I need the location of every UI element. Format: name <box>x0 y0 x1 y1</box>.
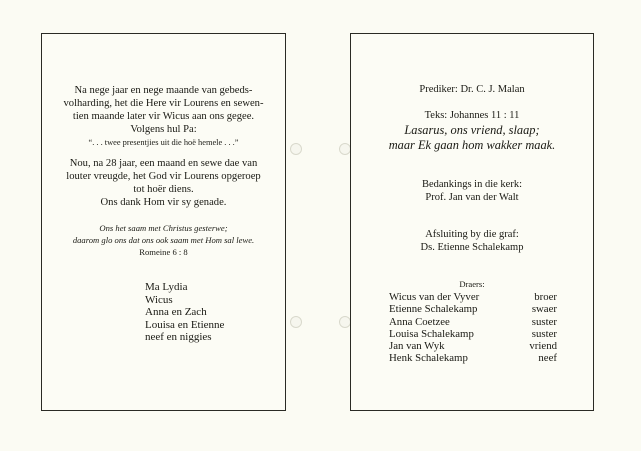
church-thanks <box>351 179 593 204</box>
bearer-row <box>389 316 557 328</box>
family-member: Ma Lydia <box>145 281 188 293</box>
punch-hole <box>290 316 302 328</box>
family-member: Louisa en Etienne <box>145 318 225 331</box>
grave-closing-label: Afsluiting by die graf: <box>425 229 519 240</box>
grave-closing <box>351 229 593 254</box>
intro-line: Na nege jaar en nege maande van gebeds- <box>74 85 253 96</box>
church-thanks-label: Bedankings in die kerk: <box>421 179 523 190</box>
bearer-row <box>389 303 557 315</box>
intro-line: tien maande later vir Wicus aan ons gegee. <box>72 111 255 122</box>
verse-block <box>42 222 285 258</box>
bearer-name: Louisa Schalekamp <box>389 327 474 340</box>
bearer-name: Wicus van der Vyver <box>389 291 480 303</box>
bearer-name: Etienne Schalekamp <box>389 303 478 316</box>
bearers-label: Draers: <box>459 279 485 289</box>
intro-line: volharding, het die Here vir Lourens en sewen- <box>63 98 264 109</box>
second-line: tot hoër diens. <box>133 184 194 195</box>
second-line: louter vreugde, het God vir Lourens opgeroep <box>66 171 261 182</box>
bearer-relation: suster <box>531 315 557 328</box>
quote-line: “. . . twee presentjies uit die hoë hemele . . .” <box>88 138 239 147</box>
right-page <box>350 33 594 411</box>
text-reference: Teks: Johannes 11 : 11 <box>424 110 520 121</box>
text-quote <box>351 123 593 153</box>
bearer-relation: neef <box>538 352 557 365</box>
family-member: neef en niggies <box>145 331 212 344</box>
preacher: Prediker: Dr. C. J. Malan <box>419 84 525 95</box>
bearer-name: Jan van Wyk <box>389 340 445 353</box>
family-member: Wicus <box>145 293 173 306</box>
thanks-line: Ons dank Hom vir sy genade. <box>100 197 227 208</box>
second-paragraph <box>42 157 285 209</box>
bearer-name: Henk Schalekamp <box>389 352 468 365</box>
bearer-relation: suster <box>531 327 557 340</box>
family-list <box>145 281 224 344</box>
verse-reference: Romeine 6 : 8 <box>139 247 188 257</box>
bearer-row <box>389 340 557 352</box>
bearer-relation: broer <box>534 291 557 303</box>
family-member: Anna en Zach <box>145 306 207 319</box>
left-page <box>41 33 286 411</box>
bearer-relation: swaer <box>531 303 557 316</box>
bearer-row <box>389 328 557 340</box>
text-quote-line: Lasarus, ons vriend, slaap; <box>404 123 540 137</box>
volgens-line: Volgens hul Pa: <box>130 124 197 135</box>
verse-line: daarom glo ons dat ons ook saam met Hom sal lewe. <box>72 235 255 245</box>
grave-closing-name: Ds. Etienne Schalekamp <box>420 241 524 253</box>
bearer-name: Anna Coetzee <box>389 315 450 328</box>
verse-line: Ons het saam met Christus gesterwe; <box>99 223 228 233</box>
second-line: Nou, na 28 jaar, een maand en sewe dae van <box>69 158 258 169</box>
bearer-relation: vriend <box>529 340 557 353</box>
church-thanks-name: Prof. Jan van der Walt <box>425 191 519 203</box>
bearer-row <box>389 352 557 364</box>
intro-paragraph <box>42 84 285 149</box>
bearer-row <box>389 291 557 303</box>
text-quote-line: maar Ek gaan hom wakker maak. <box>388 138 556 152</box>
punch-hole <box>290 143 302 155</box>
bearers-list <box>389 291 557 365</box>
